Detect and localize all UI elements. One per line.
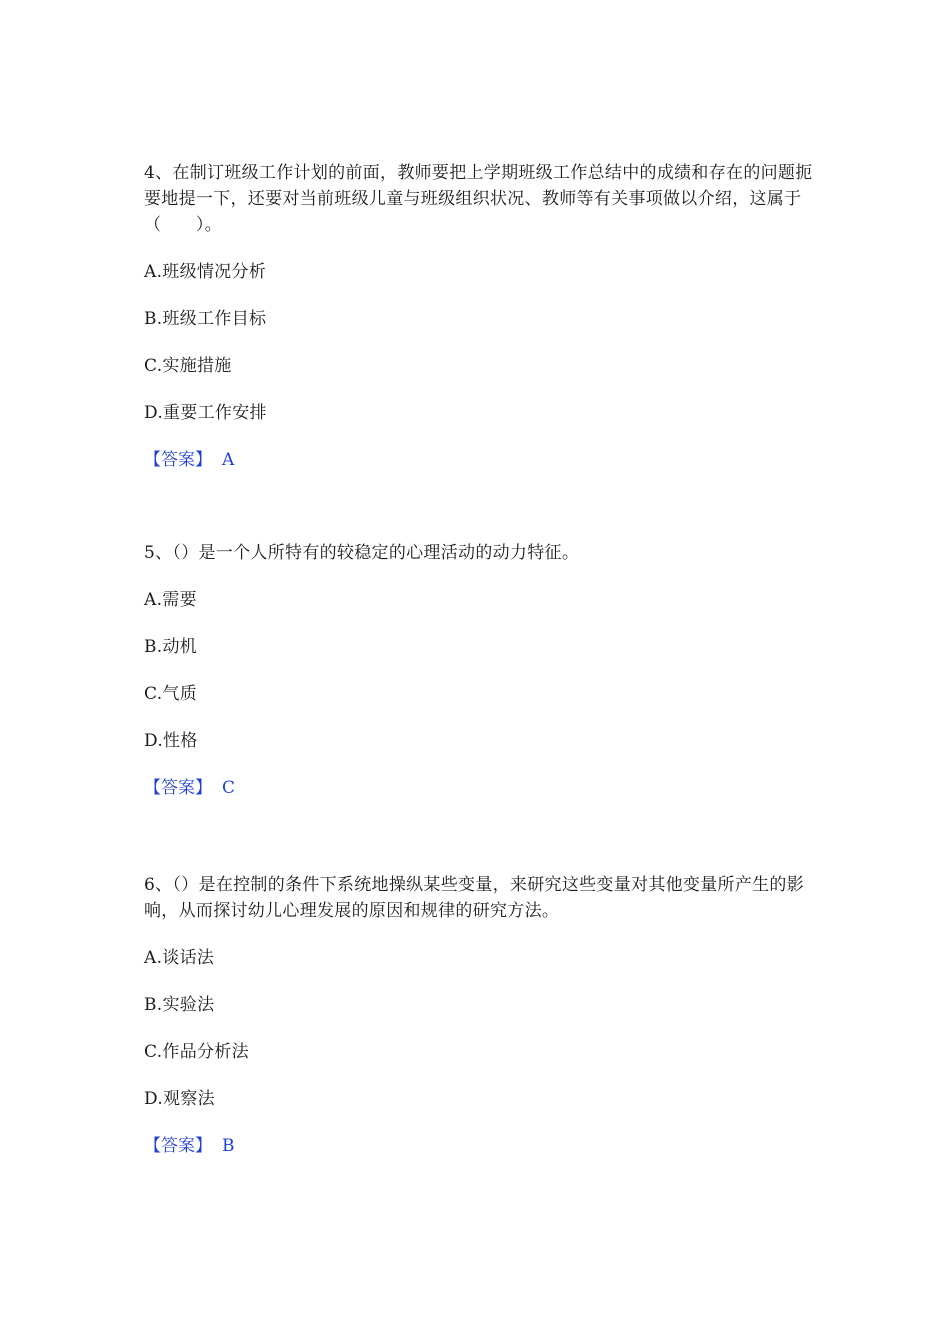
option-a: A.班级情况分析 xyxy=(144,262,267,282)
spacer xyxy=(144,1018,814,1039)
answer-label: 【答案】 xyxy=(144,778,212,798)
option-a: A.谈话法 xyxy=(144,948,215,968)
spacer xyxy=(144,754,814,775)
spacer xyxy=(144,379,814,400)
question-6 xyxy=(144,872,814,1159)
spacer xyxy=(144,707,814,728)
answer-line xyxy=(144,775,814,801)
spacer xyxy=(144,924,814,945)
option-a: A.需要 xyxy=(144,590,197,610)
answer-line xyxy=(144,447,814,473)
spacer xyxy=(144,1065,814,1086)
question-stem: 6、（）是在控制的条件下系统地操纵某些变量，来研究这些变量对其他变量所产生的影响，从而探讨幼儿心理发展的原因和规律的研究方法。 xyxy=(144,875,805,921)
spacer xyxy=(144,971,814,992)
spacer xyxy=(144,566,814,587)
spacer xyxy=(144,238,814,259)
spacer xyxy=(144,285,814,306)
answer-label: 【答案】 xyxy=(144,450,212,470)
answer-line xyxy=(144,1133,814,1159)
answer-value: C xyxy=(222,778,236,798)
option-c: C.气质 xyxy=(144,684,198,704)
option-c: C.实施措施 xyxy=(144,356,232,376)
question-stem: 4、在制订班级工作计划的前面，教师要把上学期班级工作总结中的成绩和存在的问题扼要地提一下，还要对当前班级儿童与班级组织状况、教师等有关事项做以介绍，这属于（ ）。 xyxy=(144,163,813,235)
option-c: C.作品分析法 xyxy=(144,1042,249,1062)
spacer xyxy=(144,332,814,353)
spacer xyxy=(144,426,814,447)
option-b: B.班级工作目标 xyxy=(144,309,267,329)
option-d: D.性格 xyxy=(144,731,198,751)
question-stem: 5、（）是一个人所特有的较稳定的心理活动的动力特征。 xyxy=(144,543,580,563)
answer-label: 【答案】 xyxy=(144,1136,212,1156)
spacer xyxy=(144,1112,814,1133)
answer-value: B xyxy=(222,1136,235,1156)
spacer xyxy=(144,660,814,681)
question-5 xyxy=(144,540,814,801)
option-d: D.观察法 xyxy=(144,1089,215,1109)
question-4 xyxy=(144,160,814,473)
spacer xyxy=(144,613,814,634)
option-b: B.动机 xyxy=(144,637,198,657)
answer-value: A xyxy=(222,450,235,470)
option-d: D.重要工作安排 xyxy=(144,403,267,423)
option-b: B.实验法 xyxy=(144,995,215,1015)
